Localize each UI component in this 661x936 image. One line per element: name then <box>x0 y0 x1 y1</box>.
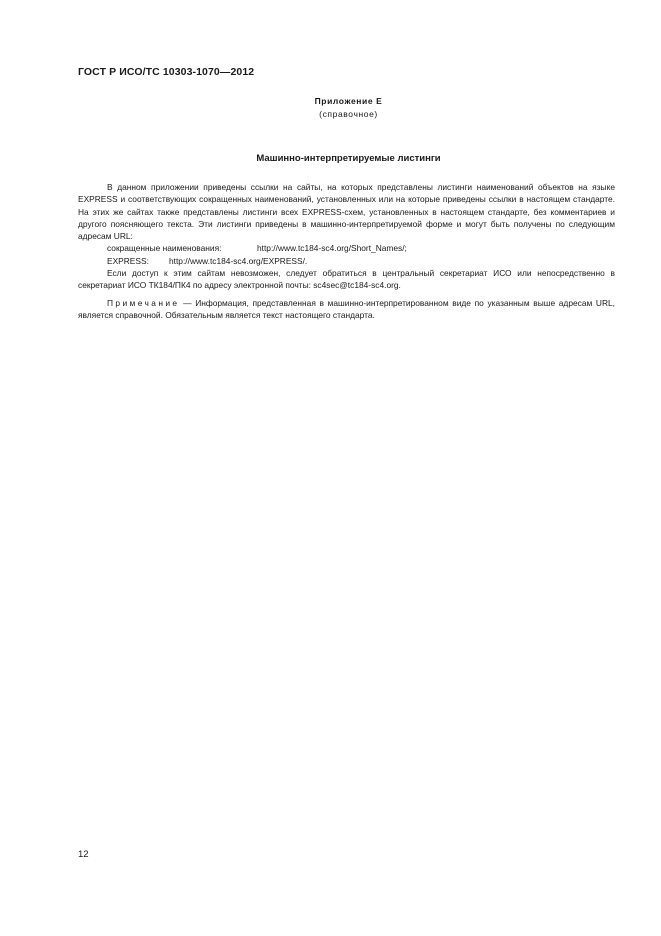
annex-title: Приложение Е <box>314 96 383 106</box>
note-text: — Информация, представленная в машинно-интерпретированном виде по указанным выше адресам URL, является справочной. Обязательным является текст настоящего стандарта. <box>78 297 615 320</box>
url-label: EXPRESS: <box>107 255 149 266</box>
document-header: ГОСТ Р ИСО/ТС 10303-1070—2012 <box>78 66 255 78</box>
url-line-short-names <box>78 242 615 254</box>
intro-paragraph: В данном приложении приведены ссылки на сайты, на которых представлены листинги наименований объектов на языке EXPRESS и соответствующих сокращенных наименований, установленных или на которые приведены ссылки в настоящем стандарте. На этих же сайтах также представлены листинги всех EXPRESS-схем, установленных в настоящем стандарте, без комментариев и другого поясняющего текста. Эти листинги приведены в машинно-интерпретируемой форме и могут быть получены по следующим адресам URL: <box>78 182 615 242</box>
annex-kind: (справочное) <box>319 109 378 119</box>
url-line-express <box>78 255 615 267</box>
url-label: сокращенные наименования: <box>107 243 222 254</box>
contact-paragraph: Если доступ к этим сайтам невозможен, следует обратиться в центральный секретариат ИСО или непосредственно в секретариат ИСО ТК184/ПК4 по адресу электронной почты: sc4sec@tc184-sc4.org. <box>78 268 615 291</box>
note-paragraph <box>78 297 615 322</box>
annex-heading <box>0 95 661 121</box>
section-title: Машинно-интерпретируемые листинги <box>256 153 441 164</box>
body-text <box>78 181 615 321</box>
note-label: Примечание <box>107 297 180 308</box>
url-link[interactable]: http://www.tc184-sc4.org/Short_Names/; <box>257 243 407 254</box>
page-number: 12 <box>78 849 89 860</box>
url-link[interactable]: http://www.tc184-sc4.org/EXPRESS/. <box>169 255 308 266</box>
